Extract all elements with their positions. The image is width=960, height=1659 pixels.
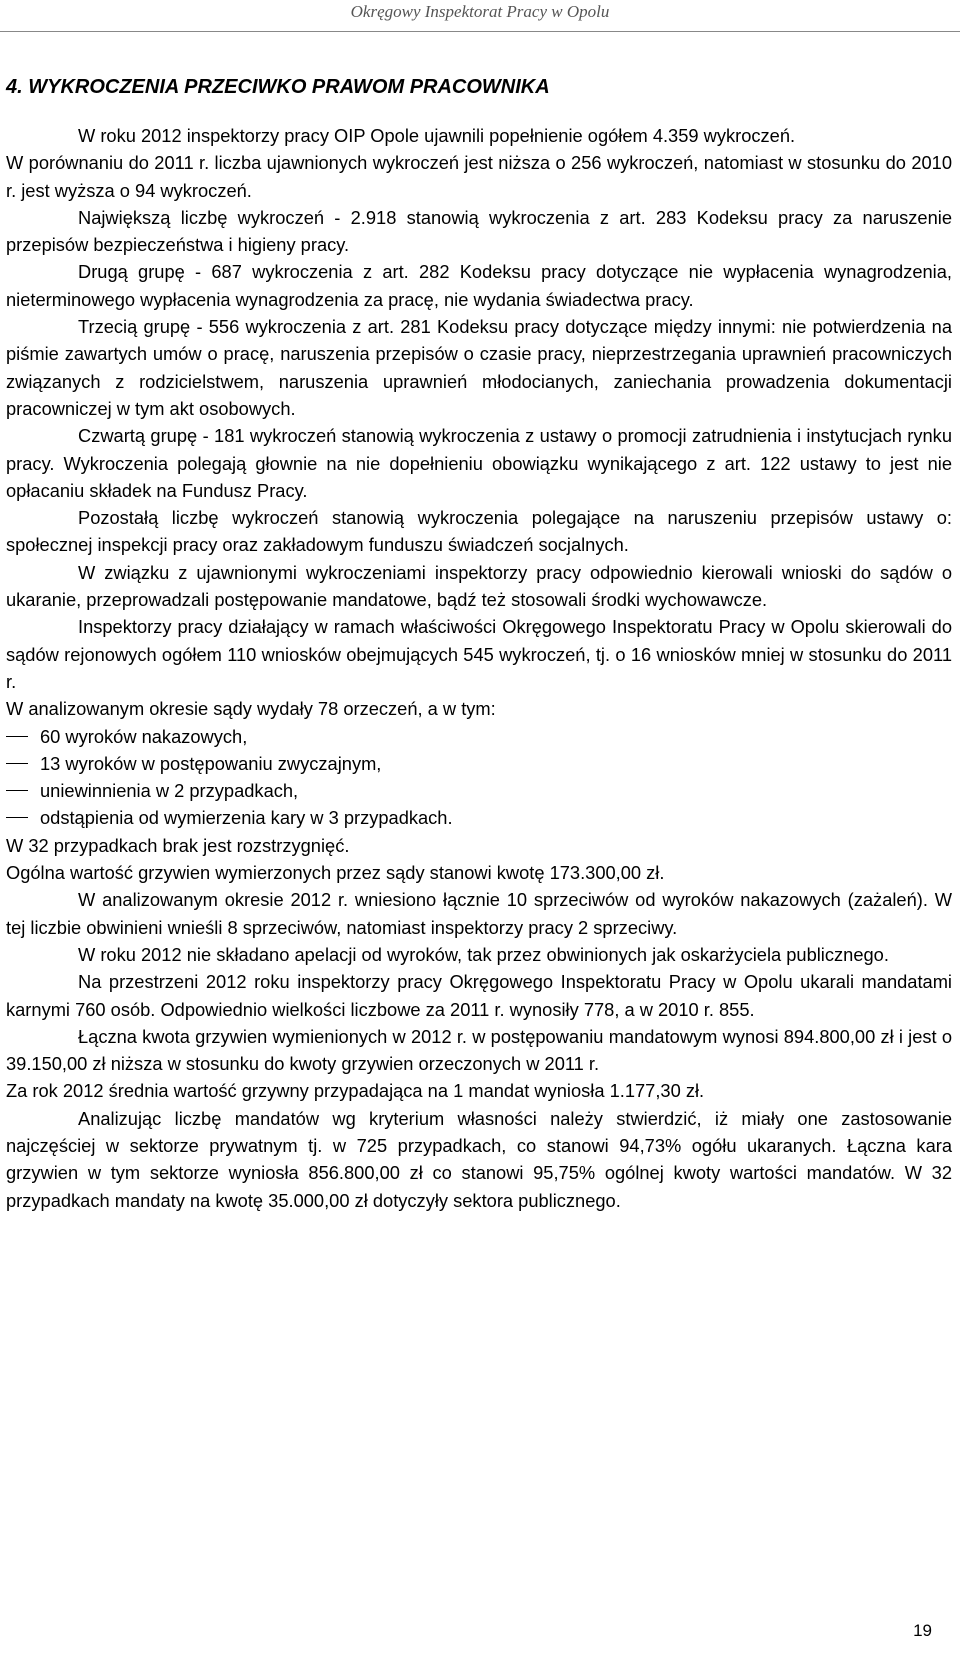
paragraph: W 32 przypadkach brak jest rozstrzygnięć. bbox=[6, 834, 350, 856]
dash-bullet-icon bbox=[6, 817, 28, 818]
verdict-list bbox=[6, 723, 952, 832]
paragraph: Łączna kwota grzywien wymienionych w 2012 r. w postępowaniu mandatowym wynosi 894.800,00 zł i jest o 39.150,00 zł niższa w stosunku do kwoty grzywien orzeczonych w 2011 r. bbox=[6, 1025, 952, 1075]
paragraph: Drugą grupę - 687 wykroczenia z art. 282 Kodeksu pracy dotyczące nie wypłacenia wynagrodzenia, nieterminowego wypłacenia wynagrodzenia za pracę, nie wydania świadectwa pracy. bbox=[6, 261, 952, 310]
paragraph: W analizowanym okresie sądy wydały 78 orzeczeń, a w tym: bbox=[6, 698, 496, 720]
list-item bbox=[6, 804, 952, 831]
paragraph: W roku 2012 nie składano apelacji od wyroków, tak przez obwinionych jak oskarżyciela publicznego. bbox=[78, 943, 889, 965]
header-rule bbox=[0, 31, 960, 32]
paragraph: Trzecią grupę - 556 wykroczenia z art. 281 Kodeksu pracy dotyczące między innymi: nie potwierdzenia na piśmie zawartych umów o pracę, naruszenia przepisów o czasie pracy, nieprzestrzegania uprawnień pracowniczych związanych z rodzicielstwem, naruszenia uprawnień młodocianych, zaniechania prowadzenia dokumentacji pracowniczej w tym akt osobowych. bbox=[6, 316, 952, 419]
paragraph: W związku z ujawnionymi wykroczeniami inspektorzy pracy odpowiednio kierowali wnioski do sądów o ukaranie, przeprowadzali postępowanie mandatowe, bądź też stosowali środki wychowawcze. bbox=[6, 561, 952, 611]
paragraph: Pozostałą liczbę wykroczeń stanowią wykroczenia polegające na naruszeniu przepisów ustawy o: społecznej inspekcji pracy oraz zakładowym funduszu świadczeń socjalnych. bbox=[6, 507, 952, 556]
paragraph: W roku 2012 inspektorzy pracy OIP Opole ujawnili popełnienie ogółem 4.359 wykroczeń. bbox=[78, 125, 796, 146]
list-item-text: 13 wyroków w postępowaniu zwyczajnym, bbox=[40, 752, 382, 774]
list-item-text: 60 wyroków nakazowych, bbox=[40, 725, 248, 747]
paragraph: Największą liczbę wykroczeń - 2.918 stanowią wykroczenia z art. 283 Kodeksu pracy za naruszenie przepisów bezpieczeństwa i higieny pracy. bbox=[6, 206, 952, 256]
dash-bullet-icon bbox=[6, 763, 28, 764]
list-item-text: odstąpienia od wymierzenia kary w 3 przypadkach. bbox=[40, 807, 453, 829]
paragraph: Ogólna wartość grzywien wymierzonych przez sądy stanowi kwotę 173.300,00 zł. bbox=[6, 862, 665, 884]
paragraph: W porównaniu do 2011 r. liczba ujawnionych wykroczeń jest niższa o 256 wykroczeń, natomiast w stosunku do 2010 r. jest wyższa o 94 wykroczeń. bbox=[6, 152, 952, 201]
list-item bbox=[6, 723, 952, 750]
paragraph: Inspektorzy pracy działający w ramach właściwości Okręgowego Inspektoratu Pracy w Opolu skierowali do sądów rejonowych ogółem 110 wniosków obejmujących 545 wykroczeń, tj. o 16 wniosków mniej w stosunku do 2011 r. bbox=[6, 616, 952, 692]
dash-bullet-icon bbox=[6, 736, 28, 737]
paragraph: W analizowanym okresie 2012 r. wniesiono łącznie 10 sprzeciwów od wyroków nakazowych (zażaleń). W tej liczbie obwinieni wnieśli 8 sprzeciwów, natomiast inspektorzy pracy 2 sprzeciwy. bbox=[6, 889, 952, 938]
list-item bbox=[6, 750, 952, 777]
list-item-text: uniewinnienia w 2 przypadkach, bbox=[40, 780, 299, 802]
section-title: 4. WYKROCZENIA PRZECIWKO PRAWOM PRACOWNIKA bbox=[6, 76, 550, 98]
paragraph: Analizując liczbę mandatów wg kryterium własności należy stwierdzić, iż miały one zastosowanie najczęściej w sektorze prywatnym tj. w 725 przypadkach, co stanowi 94,73% ogółu ukaranych. Łączna kara grzywien w tym sektorze wyniosła 856.800,00 zł co stanowi 95,75% ogólnej kwoty wartości mandatów. W 32 przypadkach mandaty na kwotę 35.000,00 zł dotyczyły sektora publicznego. bbox=[6, 1107, 952, 1211]
running-header: Okręgowy Inspektorat Pracy w Opolu bbox=[350, 2, 610, 21]
body-text bbox=[6, 122, 952, 1214]
page-number: 19 bbox=[913, 1621, 932, 1640]
paragraph: Za rok 2012 średnia wartość grzywny przypadająca na 1 mandat wyniosła 1.177,30 zł. bbox=[6, 1080, 705, 1102]
paragraph: Na przestrzeni 2012 roku inspektorzy pracy Okręgowego Inspektoratu Pracy w Opolu ukarali mandatami karnymi 760 osób. Odpowiednio wielkości liczbowe za 2011 r. wynosiły 778, a w 2010 r. 855. bbox=[6, 971, 952, 1020]
paragraph: Czwartą grupę - 181 wykroczeń stanowią wykroczenia z ustawy o promocji zatrudnienia i instytucjach rynku pracy. Wykroczenia polegają głownie na nie dopełnieniu obowiązku wynikającego z art. 122 ustawy to jest nie opłacaniu składek na Fundusz Pracy. bbox=[6, 425, 952, 501]
dash-bullet-icon bbox=[6, 790, 28, 791]
list-item bbox=[6, 777, 952, 804]
